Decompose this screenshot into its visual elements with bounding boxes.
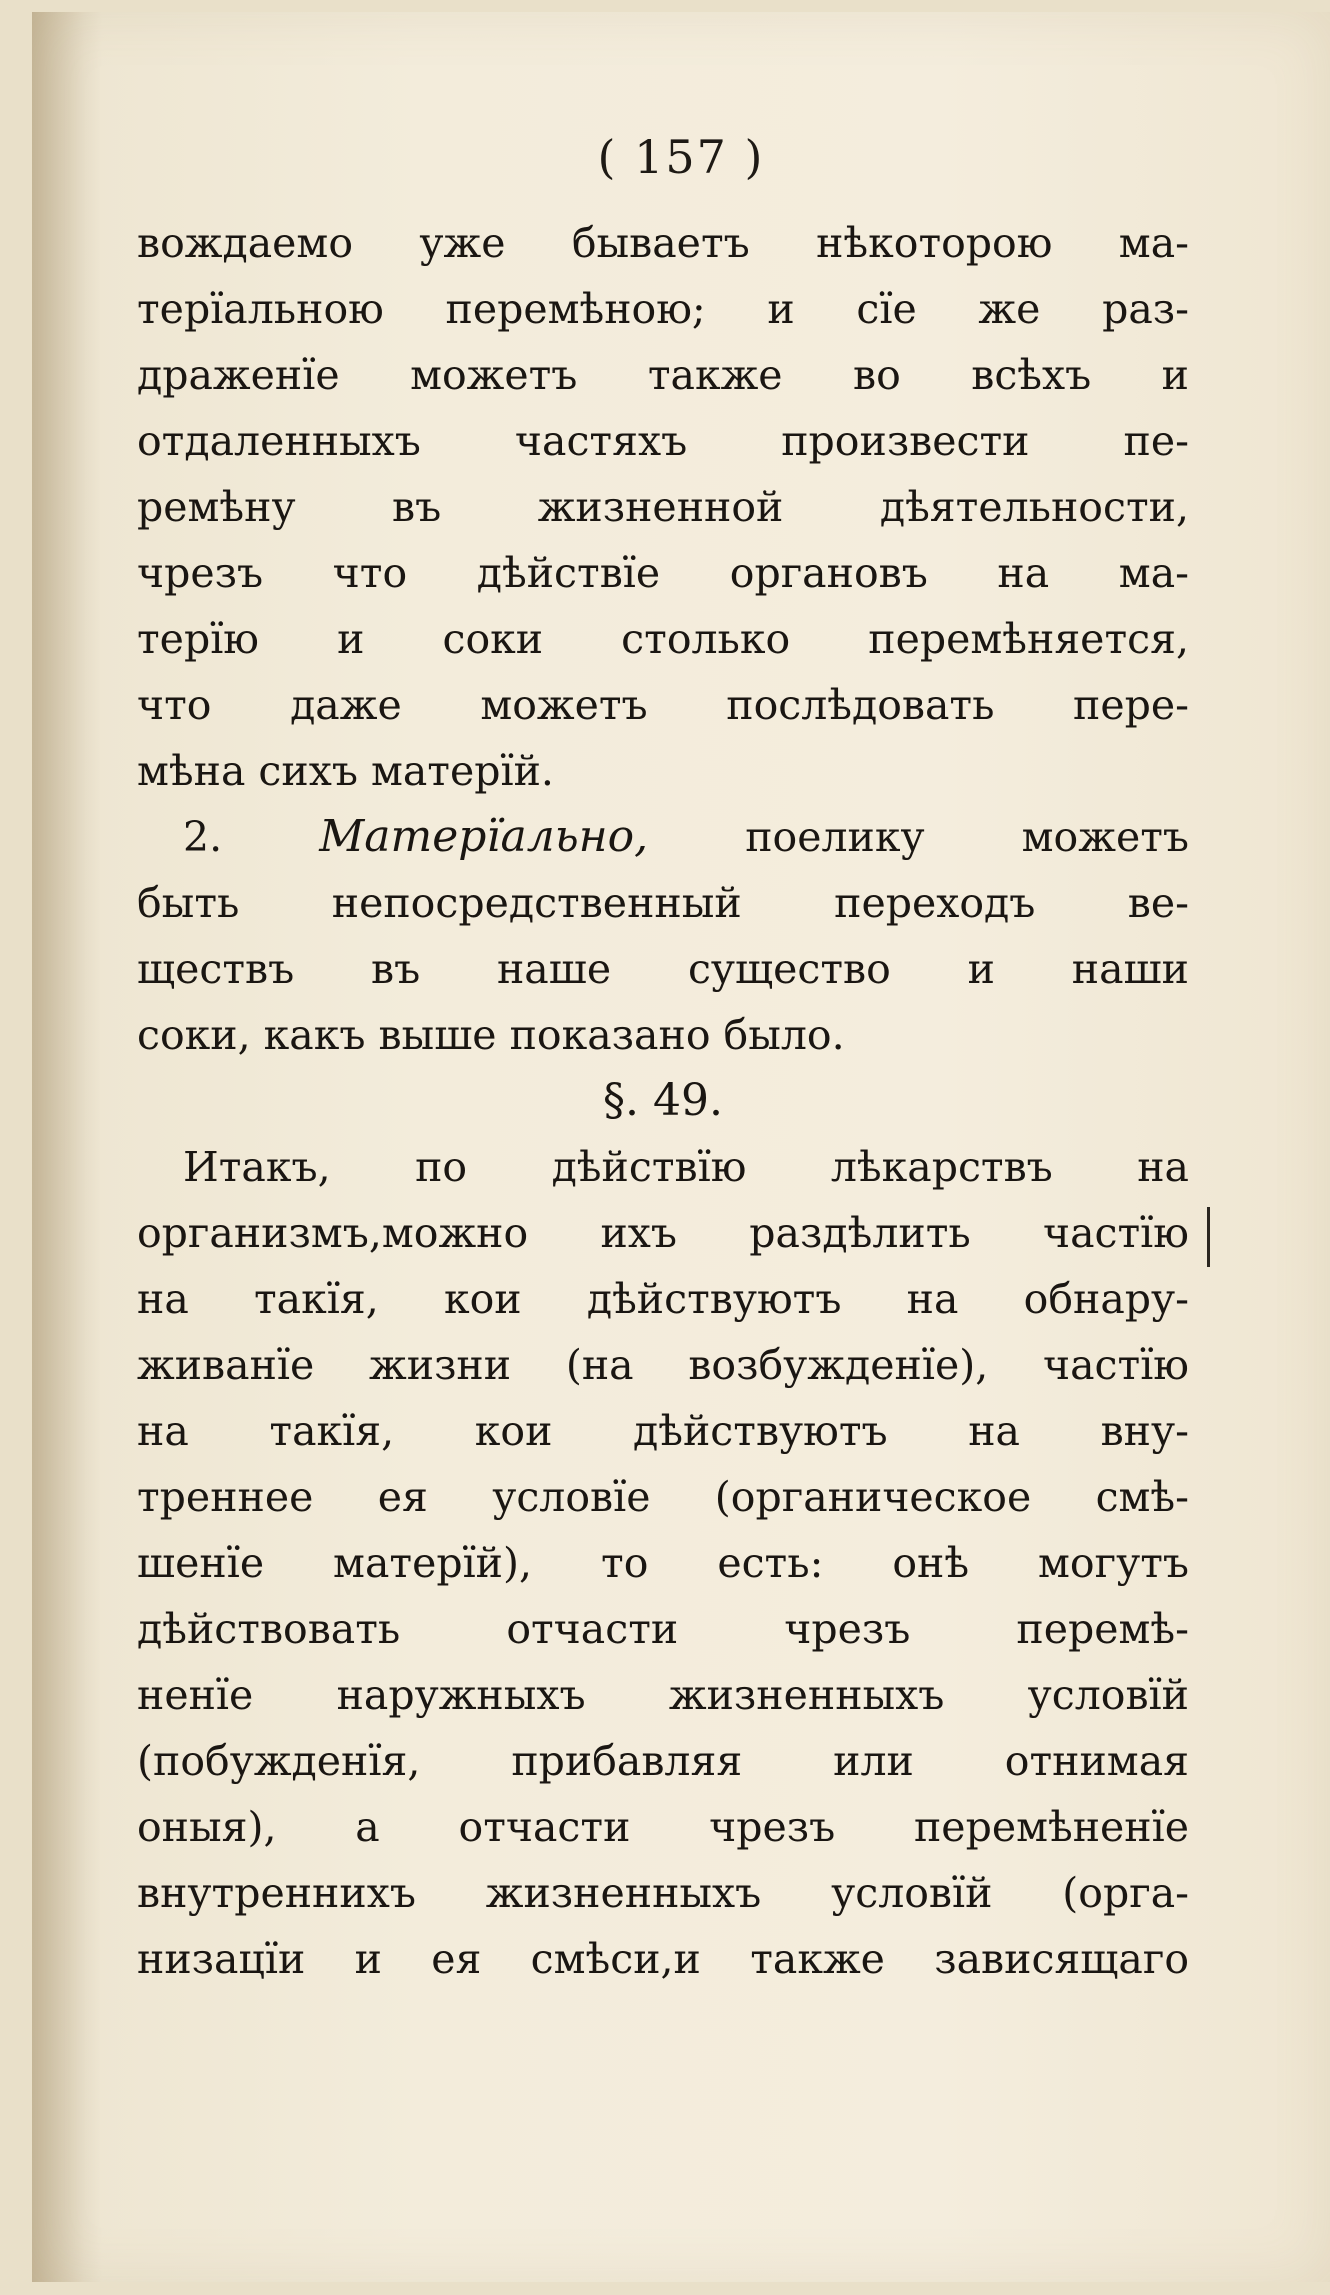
text-line: дѣйствовать отчасти чрезъ перемѣ-: [137, 1605, 1189, 1653]
text-line: треннее ея условїе (органическое смѣ-: [137, 1473, 1189, 1521]
text-line: отдаленныхъ частяхъ произвести пе-: [137, 417, 1189, 465]
page-gutter-shadow: [32, 12, 102, 2282]
text-fragment: поелику можетъ: [745, 813, 1189, 861]
page-number: ( 157 ): [597, 130, 765, 184]
text-line: (побужденїя, прибавляя или отнимая: [137, 1737, 1189, 1785]
text-line: соки, какъ выше показано было.: [137, 1011, 845, 1059]
text-line: ненїе наружныхъ жизненныхъ условїй: [137, 1671, 1189, 1719]
text-line: внутреннихъ жизненныхъ условїй (орга-: [137, 1869, 1189, 1917]
text-line: терїальною перемѣною; и сїе же раз-: [137, 285, 1189, 333]
text-line: терїю и соки столько перемѣняется,: [137, 615, 1189, 663]
text-line: что даже можетъ послѣдовать пере-: [137, 681, 1189, 729]
text-line: оныя), а отчасти чрезъ перемѣненїе: [137, 1803, 1189, 1851]
margin-mark: [1207, 1207, 1210, 1267]
text-line: Итакъ, по дѣйствїю лѣкарствъ на: [183, 1143, 1189, 1191]
paragraph2-first-line: [137, 804, 1189, 870]
text-line: драженїе можетъ также во всѣхъ и: [137, 351, 1189, 399]
book-page: [32, 12, 1330, 2282]
text-line: чрезъ что дѣйствїе органовъ на ма-: [137, 549, 1189, 597]
text-line: живанїе жизни (на возбужденїе), частїю: [137, 1341, 1189, 1389]
text-body: [137, 210, 1189, 1992]
text-line: шенїе матерїй), то есть: онѣ могутъ: [137, 1539, 1189, 1587]
text-line: низацїи и ея смѣси,и также зависящаго: [137, 1935, 1189, 1983]
list-number: 2.: [183, 813, 223, 861]
text-line: на такїя, кои дѣйствуютъ на обнару-: [137, 1275, 1189, 1323]
section-heading: §. 49.: [603, 1075, 723, 1126]
text-line: ществъ въ наше существо и наши: [137, 945, 1189, 993]
text-line: мѣна сихъ матерїй.: [137, 747, 554, 795]
text-line: организмъ,можно ихъ раздѣлить частїю: [137, 1209, 1189, 1257]
text-line: вождаемо уже бываетъ нѣкоторою ма-: [137, 219, 1189, 267]
text-line: быть непосредственный переходъ ве-: [137, 879, 1189, 927]
text-line: на такїя, кои дѣйствуютъ на вну-: [137, 1407, 1189, 1455]
italic-term: Матерїально,: [319, 811, 649, 862]
text-line: ремѣну въ жизненной дѣятельности,: [137, 483, 1189, 531]
